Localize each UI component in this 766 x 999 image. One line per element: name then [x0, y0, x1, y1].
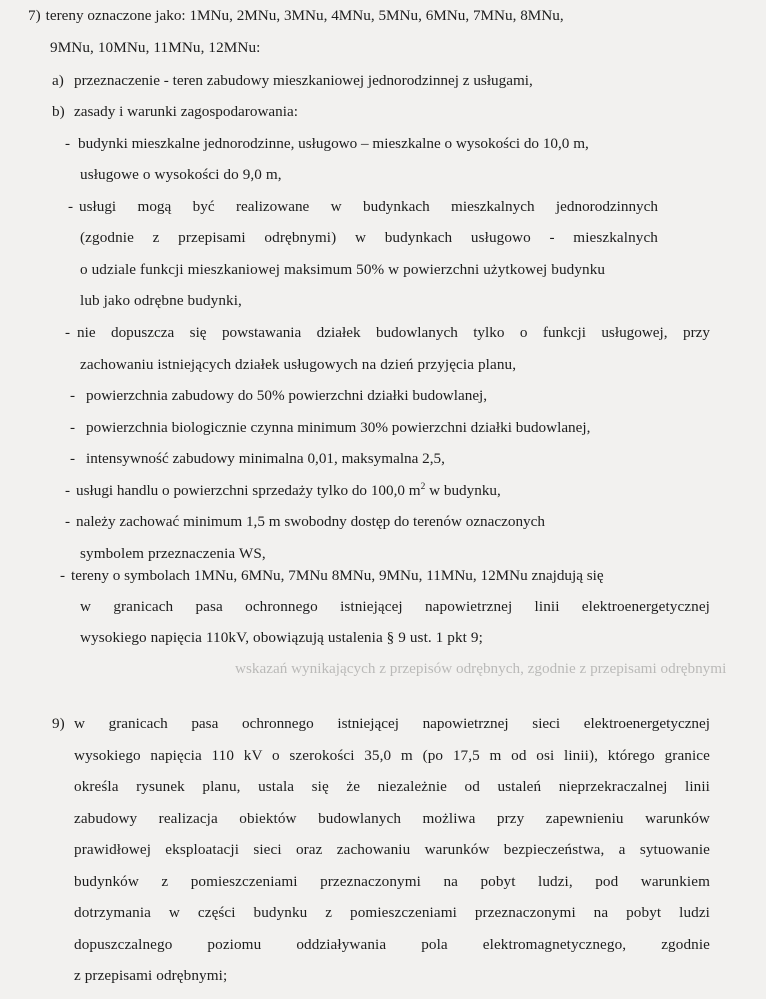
dash-marker: - — [60, 567, 66, 584]
dash-item — [70, 388, 487, 403]
list-marker: b) — [52, 103, 65, 120]
list-marker: 9) — [52, 715, 65, 732]
dash-item-text: należy zachować minimum 1,5 m swobodny dostęp do terenów oznaczonych — [76, 513, 545, 530]
dash-item-continuation: (zgodnie z przepisami odrębnymi) w budynkach usługowo - mieszkalnych — [80, 229, 658, 246]
list-item-9-line: wysokiego napięcia 110 kV o szerokości 35,0 m (po 17,5 m od osi linii), którego granice — [74, 747, 710, 764]
scan-ghost-text: wskazań wynikających z przepisów odrębnych, zgodnie z przepisami odrębnymi — [235, 660, 727, 677]
dash-marker: - — [65, 135, 71, 152]
dash-item — [60, 568, 604, 583]
list-marker: 7) — [28, 7, 41, 24]
dash-marker: - — [65, 324, 71, 341]
dash-item-text — [76, 483, 501, 498]
list-item-text: w granicach pasa ochronnego istniejącej napowietrznej sieci elektroenergetycznej — [74, 715, 710, 732]
dash-item — [65, 136, 589, 151]
list-item-9 — [52, 716, 710, 731]
dash-item-area-unit — [65, 483, 501, 498]
list-item-text: zasady i warunki zagospodarowania: — [74, 103, 298, 120]
list-marker: a) — [52, 72, 64, 89]
list-item-9-line: prawidłowej eksploatacji sieci oraz zachowaniu warunków bezpieczeństwa, a sytuowanie — [74, 841, 710, 858]
dash-item-continuation: symbolem przeznaczenia WS, — [80, 545, 266, 562]
dash-item — [70, 451, 445, 466]
dash-marker: - — [68, 198, 74, 215]
dash-marker: - — [65, 513, 71, 530]
dash-item-text: usługi mogą być realizowane w budynkach mieszkalnych jednorodzinnych — [79, 198, 658, 215]
dash-item — [65, 325, 710, 340]
list-item-a — [52, 73, 533, 88]
dash-item-text: intensywność zabudowy minimalna 0,01, maksymalna 2,5, — [86, 450, 445, 467]
scan-ghost-line — [235, 660, 727, 698]
dash-item — [65, 514, 545, 529]
list-item-text: tereny oznaczone jako: 1MNu, 2MNu, 3MNu, 4MNu, 5MNu, 6MNu, 7MNu, 8MNu, — [45, 7, 564, 24]
dash-marker: - — [65, 482, 71, 499]
dash-marker: - — [70, 387, 76, 404]
list-item-9-line: dotrzymania w części budynku z pomieszczeniami przeznaczonymi na pobyt ludzi — [74, 904, 710, 921]
list-item-9-line: z przepisami odrębnymi; — [74, 967, 228, 984]
dash-item-text: powierzchnia biologicznie czynna minimum 30% powierzchni działki budowlanej, — [86, 419, 591, 436]
dash-item-text: nie dopuszcza się powstawania działek budowlanych tylko o funkcji usługowej, przy — [77, 324, 710, 341]
list-item-7-line-2: 9MNu, 10MNu, 11MNu, 12MNu: — [50, 39, 261, 56]
dash-item-continuation: wysokiego napięcia 110kV, obowiązują ustalenia § 9 ust. 1 pkt 9; — [80, 629, 483, 646]
dash-marker: - — [70, 450, 76, 467]
list-item-9-line: zabudowy realizacja obiektów budowlanych możliwa przy zapewnieniu warunków — [74, 810, 710, 827]
dash-marker: - — [70, 419, 76, 436]
list-item-9-line: budynków z pomieszczeniami przeznaczonymi na pobyt ludzi, pod warunkiem — [74, 873, 710, 890]
dash-item-text: powierzchnia zabudowy do 50% powierzchni działki budowlanej, — [86, 387, 488, 404]
area-unit-suffix: w budynku, — [425, 482, 501, 499]
area-unit-prefix: usługi handlu o powierzchni sprzedaży tylko do 100,0 m — [76, 482, 421, 499]
list-item-9-line: określa rysunek planu, ustala się że niezależnie od ustaleń nieprzekraczalnej linii — [74, 778, 710, 795]
dash-item-continuation: zachowaniu istniejących działek usługowych na dzień przyjęcia planu, — [80, 356, 517, 373]
list-item-text: przeznaczenie - teren zabudowy mieszkaniowej jednorodzinnej z usługami, — [74, 72, 533, 89]
dash-item-text: budynki mieszkalne jednorodzinne, usługowo – mieszkalne o wysokości do 10,0 m, — [78, 135, 589, 152]
list-item-b — [52, 104, 298, 119]
area-unit-superscript: 2 — [420, 481, 426, 492]
dash-item-text: tereny o symbolach 1MNu, 6MNu, 7MNu 8MNu, 9MNu, 11MNu, 12MNu znajdują się — [71, 567, 604, 584]
dash-item-continuation: w granicach pasa ochronnego istniejącej napowietrznej linii elektroenergetycznej — [80, 598, 710, 615]
dash-item-continuation: usługowe o wysokości do 9,0 m, — [80, 166, 282, 183]
dash-item — [70, 420, 590, 435]
dash-item-continuation: lub jako odrębne budynki, — [80, 292, 242, 309]
dash-item-continuation: o udziale funkcji mieszkaniowej maksimum 50% w powierzchni użytkowej budynku — [80, 261, 606, 278]
dash-item — [68, 199, 658, 214]
list-item-7 — [28, 8, 564, 23]
list-item-9-line: dopuszczalnego poziomu oddziaływania pola elektromagnetycznego, zgodnie — [74, 936, 710, 953]
